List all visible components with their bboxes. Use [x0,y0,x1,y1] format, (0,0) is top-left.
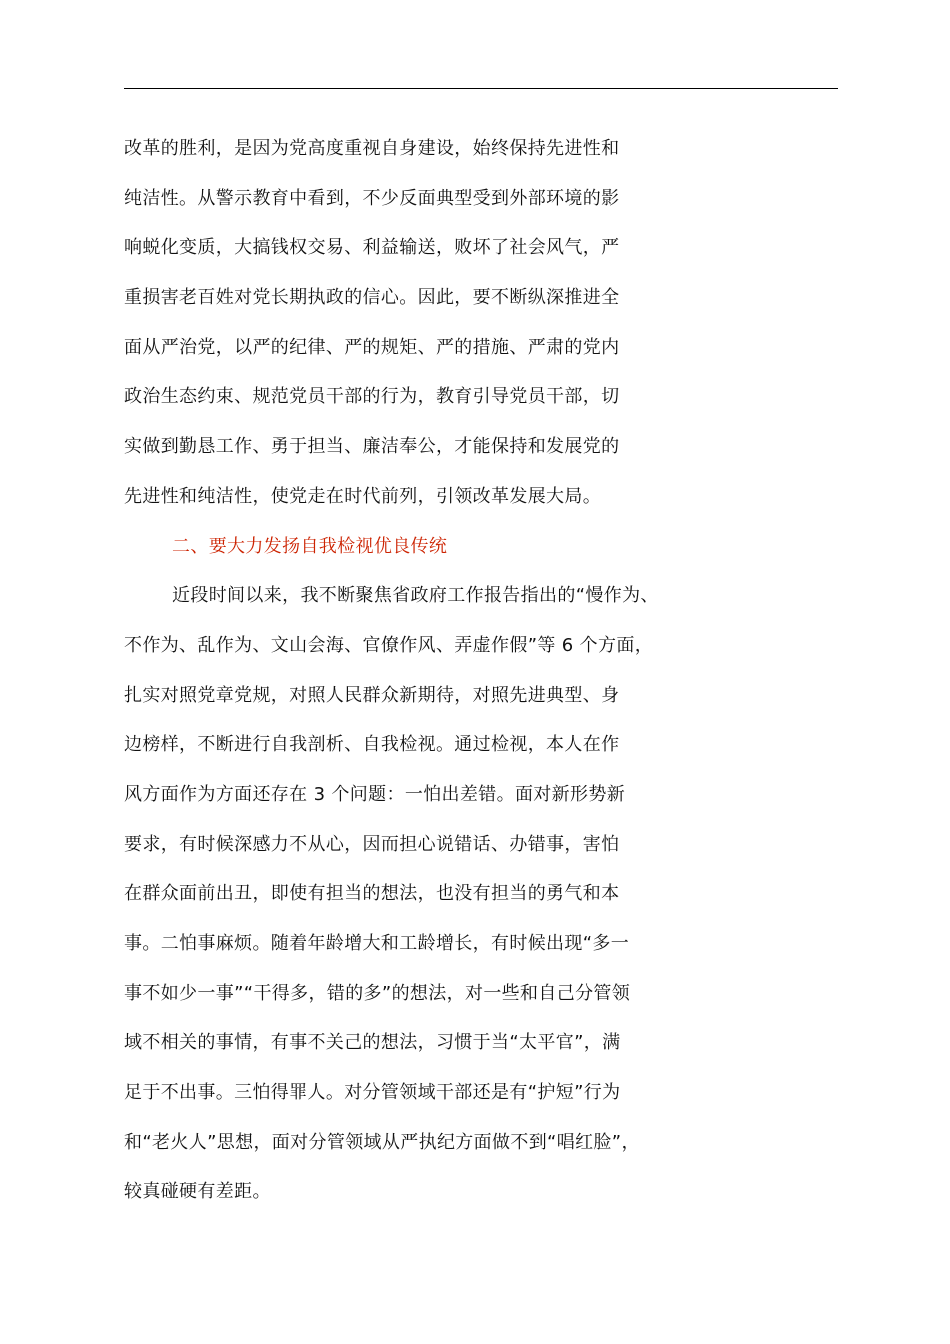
text-line: 域不相关的事情，有事不关己的想法，习惯于当“太平官”，满 [124,1032,621,1054]
text-line: 改革的胜利，是因为党高度重视自身建设，始终保持先进性和 [124,138,620,159]
text-line: 实做到勤恳工作、勇于担当、廉洁奉公，才能保持和发展党的 [124,436,620,458]
text-line: 纯洁性。从警示教育中看到，不少反面典型受到外部环境的影 [124,187,620,209]
header-rule [124,88,838,89]
text-line: 扎实对照党章党规，对照人民群众新期待，对照先进典型、身 [124,684,620,706]
text-line: 政治生态约束、规范党员干部的行为，教育引导党员干部，切 [124,386,620,408]
text-line: 要求，有时候深感力不从心，因而担心说错话、办错事，害怕 [124,833,620,855]
text-line: 响蜕化变质，大搞钱权交易、利益输送，败坏了社会风气，严 [124,237,620,259]
text-line: 事不如少一事”“干得多，错的多”的想法，对一些和自己分管领 [124,982,631,1004]
text-line: 在群众面前出丑，即使有担当的想法，也没有担当的勇气和本 [124,883,620,905]
text-line: 面从严治党，以严的纪律、严的规矩、严的措施、严肃的党内 [124,336,620,358]
section-heading: 二、要大力发扬自我检视优良传统 [172,535,448,557]
text-line: 边榜样，不断进行自我剖析、自我检视。通过检视，本人在作 [124,734,620,756]
text-line: 事。二怕事麻烦。随着年龄增大和工龄增长，有时候出现“多一 [124,933,630,954]
text-line: 重损害老百姓对党长期执政的信心。因此，要不断纵深推进全 [124,287,620,309]
text-line: 足于不出事。三怕得罪人。对分管领域干部还是有“护短”行为 [124,1082,621,1104]
text-line: 先进性和纯洁性，使党走在时代前列，引领改革发展大局。 [124,485,602,507]
text-line: 和“老火人”思想，面对分管领域从严执纪方面做不到“唱红脸”， [124,1131,640,1153]
text-line: 较真碰硬有差距。 [124,1181,271,1203]
text-line: 近段时间以来，我不断聚焦省政府工作报告指出的“慢作为、 [172,585,659,607]
text-line: 风方面作为方面还存在 3 个问题：一怕出差错。面对新形势新 [124,783,626,805]
text-line: 不作为、乱作为、文山会海、官僚作风、弄虚作假”等 6 个方面， [124,634,654,656]
document-body [124,124,864,1217]
